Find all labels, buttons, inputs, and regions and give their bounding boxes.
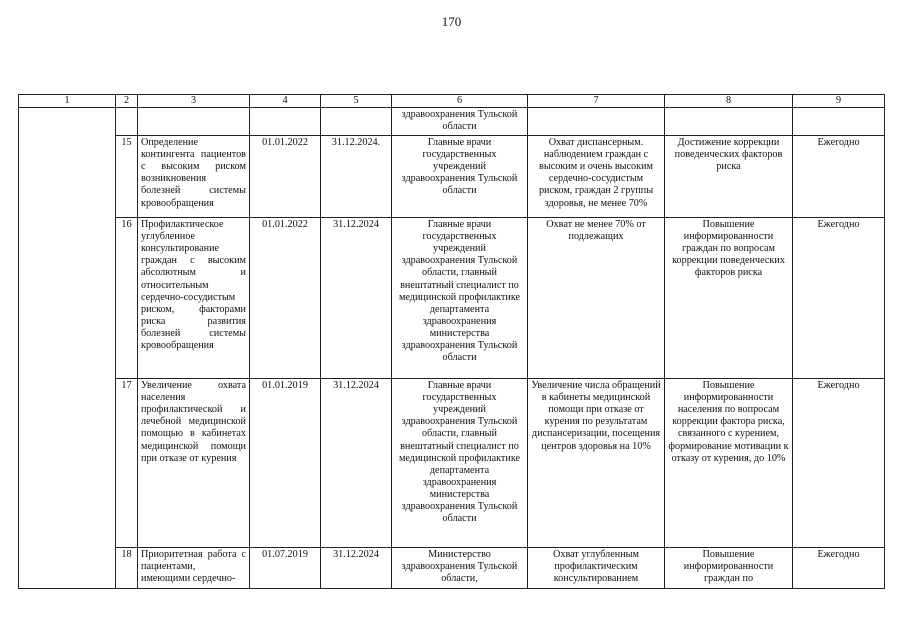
cell-responsible: Главные врачи государственных учреждений здравоохранения Тульской области, главный внештатный специалист по медицинской профилактике департамента здравоохранения министерства здравоохранения Тульской области xyxy=(392,218,528,379)
column-header: 6 xyxy=(392,95,528,108)
column-header: 4 xyxy=(250,95,321,108)
header-row xyxy=(19,95,885,108)
cell-responsible: Министерство здравоохранения Тульской области, xyxy=(392,548,528,589)
table-row xyxy=(19,379,885,548)
cell-end: 31.12.2024 xyxy=(321,548,392,589)
cell-start xyxy=(250,108,321,136)
cell-result: Повышение информированности населения по вопросам коррекции фактора риска, связанного с курением, формирование мотивации к отказу от курения, до 10% xyxy=(665,379,793,548)
measures-table xyxy=(18,94,885,589)
column-header: 7 xyxy=(528,95,665,108)
cell-start: 01.01.2019 xyxy=(250,379,321,548)
cell-indicator: Охват диспансерным. наблюдением граждан с высоким и очень высоким сердечно-сосудистым риском, граждан 2 группы здоровья, не менее 70% xyxy=(528,136,665,218)
cell-end xyxy=(321,108,392,136)
cell-end: 31.12.2024 xyxy=(321,379,392,548)
cell-indicator xyxy=(528,108,665,136)
column-header: 9 xyxy=(793,95,885,108)
cell-period: Ежегодно xyxy=(793,379,885,548)
column-header: 3 xyxy=(138,95,250,108)
cell-num xyxy=(116,108,138,136)
cell-result: Достижение коррекции поведенческих факторов риска xyxy=(665,136,793,218)
section-cell xyxy=(19,108,116,589)
cell-end: 31.12.2024. xyxy=(321,136,392,218)
cell-period xyxy=(793,108,885,136)
cell-indicator: Увеличение числа обращений в кабинеты медицинской помощи при отказе от курения по результатам диспансеризации, посещения центров здоровья на 10% xyxy=(528,379,665,548)
column-header: 5 xyxy=(321,95,392,108)
cell-responsible: Главные врачи государственных учреждений здравоохранения Тульской области xyxy=(392,136,528,218)
cell-period: Ежегодно xyxy=(793,218,885,379)
cell-name: Увеличение охвата населения профилактической и лечебной медицинской помощью в кабинетах медицинской помощи при отказе от курения xyxy=(138,379,250,548)
column-header: 8 xyxy=(665,95,793,108)
cell-start: 01.01.2022 xyxy=(250,218,321,379)
cell-result xyxy=(665,108,793,136)
cell-result: Повышение информированности граждан по вопросам коррекции поведенческих факторов риска xyxy=(665,218,793,379)
table-row-continuation xyxy=(19,108,885,136)
page-number: 170 xyxy=(441,14,462,29)
cell-period: Ежегодно xyxy=(793,548,885,589)
cell-name: Определение контингента пациентов с высоким риском возникновения болезней системы кровообращения xyxy=(138,136,250,218)
cell-num: 15 xyxy=(116,136,138,218)
table-row xyxy=(19,218,885,379)
column-header: 1 xyxy=(19,95,116,108)
cell-end: 31.12.2024 xyxy=(321,218,392,379)
table-row xyxy=(19,136,885,218)
cell-name: Профилактическое углубленное консультирование граждан с высоким абсолютным и относительным сердечно-сосудистым риском, факторами риска развития болезней системы кровообращения xyxy=(138,218,250,379)
cell-num: 16 xyxy=(116,218,138,379)
cell-result: Повышение информированности граждан по xyxy=(665,548,793,589)
cell-responsible: здравоохранения Тульской области xyxy=(392,108,528,136)
cell-responsible: Главные врачи государственных учреждений здравоохранения Тульской области, главный внештатный специалист по медицинской профилактике департамента здравоохранения министерства здравоохранения Тульской области xyxy=(392,379,528,548)
cell-start: 01.01.2022 xyxy=(250,136,321,218)
cell-indicator: Охват не менее 70% от подлежащих xyxy=(528,218,665,379)
column-header: 2 xyxy=(116,95,138,108)
cell-name xyxy=(138,108,250,136)
cell-num: 18 xyxy=(116,548,138,589)
table-row xyxy=(19,548,885,589)
cell-start: 01.07.2019 xyxy=(250,548,321,589)
cell-indicator: Охват углубленным профилактическим консультированием xyxy=(528,548,665,589)
cell-period: Ежегодно xyxy=(793,136,885,218)
cell-num: 17 xyxy=(116,379,138,548)
cell-name: Приоритетная работа с пациентами, имеющими сердечно- xyxy=(138,548,250,589)
